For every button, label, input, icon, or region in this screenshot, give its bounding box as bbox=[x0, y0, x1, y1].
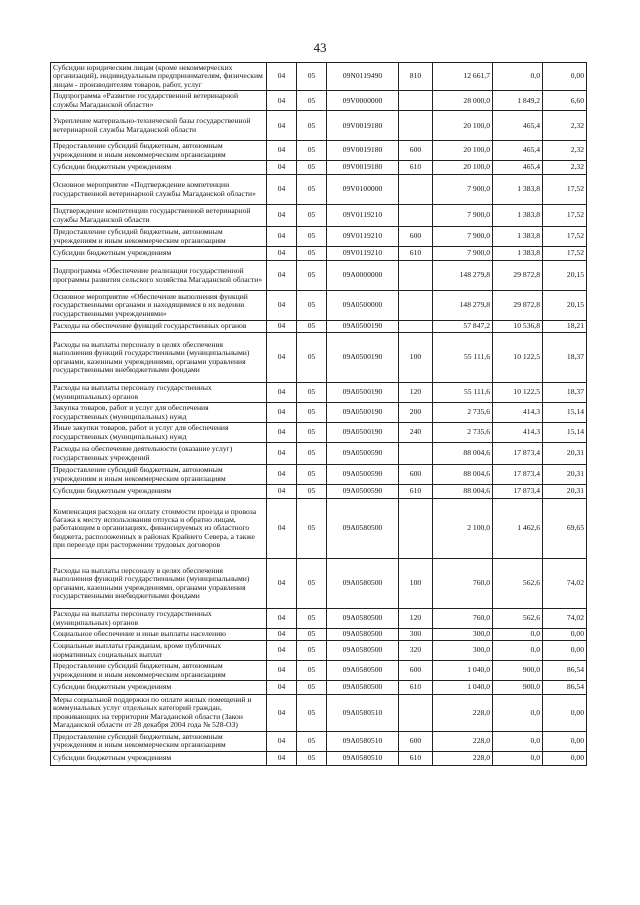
target-article-code: 09A0500590 bbox=[327, 443, 399, 465]
expense-type-code: 240 bbox=[399, 423, 433, 443]
expense-type-code: 300 bbox=[399, 629, 433, 641]
expense-type-code: 610 bbox=[399, 485, 433, 499]
table-row bbox=[51, 559, 587, 609]
planned-amount: 760,0 bbox=[433, 609, 493, 629]
section-code: 04 bbox=[267, 403, 297, 423]
subsection-code: 05 bbox=[297, 485, 327, 499]
target-article-code: 09A0500190 bbox=[327, 321, 399, 333]
table-row bbox=[51, 403, 587, 423]
execution-percent: 6,60 bbox=[543, 91, 587, 111]
row-name: Закупка товаров, работ и услуг для обеспечения государственных (муниципальных) нужд bbox=[51, 403, 267, 423]
executed-amount: 414,3 bbox=[493, 423, 543, 443]
planned-amount: 20 100,0 bbox=[433, 161, 493, 175]
target-article-code: 09A0580510 bbox=[327, 751, 399, 765]
row-name: Субсидии бюджетным учреждениям bbox=[51, 751, 267, 765]
table-row bbox=[51, 695, 587, 732]
section-code: 04 bbox=[267, 499, 297, 559]
execution-percent: 0,00 bbox=[543, 751, 587, 765]
executed-amount: 0,0 bbox=[493, 751, 543, 765]
execution-percent: 17,52 bbox=[543, 175, 587, 205]
section-code: 04 bbox=[267, 141, 297, 161]
expense-type-code: 600 bbox=[399, 465, 433, 485]
section-code: 04 bbox=[267, 423, 297, 443]
planned-amount: 300,0 bbox=[433, 629, 493, 641]
target-article-code: 09A0500190 bbox=[327, 423, 399, 443]
executed-amount: 0,0 bbox=[493, 695, 543, 732]
section-code: 04 bbox=[267, 91, 297, 111]
section-code: 04 bbox=[267, 321, 297, 333]
execution-percent: 20,31 bbox=[543, 485, 587, 499]
target-article-code: 09V0119210 bbox=[327, 247, 399, 261]
execution-percent: 17,52 bbox=[543, 205, 587, 227]
subsection-code: 05 bbox=[297, 111, 327, 141]
executed-amount: 465,4 bbox=[493, 141, 543, 161]
subsection-code: 05 bbox=[297, 383, 327, 403]
expense-type-code: 610 bbox=[399, 751, 433, 765]
section-code: 04 bbox=[267, 227, 297, 247]
target-article-code: 09N0119490 bbox=[327, 63, 399, 91]
planned-amount: 148 279,8 bbox=[433, 261, 493, 291]
table-row bbox=[51, 609, 587, 629]
table-row bbox=[51, 443, 587, 465]
execution-percent: 0,00 bbox=[543, 641, 587, 661]
subsection-code: 05 bbox=[297, 227, 327, 247]
subsection-code: 05 bbox=[297, 465, 327, 485]
planned-amount: 55 111,6 bbox=[433, 333, 493, 383]
target-article-code: 09A0500590 bbox=[327, 485, 399, 499]
expense-type-code: 600 bbox=[399, 731, 433, 751]
table-row bbox=[51, 63, 587, 91]
target-article-code: 09V0019180 bbox=[327, 111, 399, 141]
expense-type-code: 810 bbox=[399, 63, 433, 91]
executed-amount: 1 462,6 bbox=[493, 499, 543, 559]
expense-type-code: 600 bbox=[399, 141, 433, 161]
table-row bbox=[51, 111, 587, 141]
planned-amount: 300,0 bbox=[433, 641, 493, 661]
subsection-code: 05 bbox=[297, 333, 327, 383]
section-code: 04 bbox=[267, 681, 297, 695]
subsection-code: 05 bbox=[297, 731, 327, 751]
subsection-code: 05 bbox=[297, 681, 327, 695]
section-code: 04 bbox=[267, 205, 297, 227]
target-article-code: 09V0019180 bbox=[327, 161, 399, 175]
executed-amount: 900,0 bbox=[493, 661, 543, 681]
execution-percent: 0,00 bbox=[543, 695, 587, 732]
executed-amount: 1 383,8 bbox=[493, 247, 543, 261]
executed-amount: 0,0 bbox=[493, 629, 543, 641]
table-row bbox=[51, 91, 587, 111]
subsection-code: 05 bbox=[297, 609, 327, 629]
executed-amount: 1 383,8 bbox=[493, 175, 543, 205]
section-code: 04 bbox=[267, 63, 297, 91]
target-article-code: 09A0580500 bbox=[327, 629, 399, 641]
planned-amount: 228,0 bbox=[433, 695, 493, 732]
executed-amount: 10 122,5 bbox=[493, 333, 543, 383]
executed-amount: 10 536,8 bbox=[493, 321, 543, 333]
row-name: Социальное обеспечение и иные выплаты населению bbox=[51, 629, 267, 641]
table-row bbox=[51, 751, 587, 765]
expense-type-code: 100 bbox=[399, 333, 433, 383]
planned-amount: 7 900,0 bbox=[433, 205, 493, 227]
executed-amount: 17 873,4 bbox=[493, 443, 543, 465]
execution-percent: 0,00 bbox=[543, 63, 587, 91]
row-name: Субсидии бюджетным учреждениям bbox=[51, 681, 267, 695]
subsection-code: 05 bbox=[297, 695, 327, 732]
expense-type-code: 610 bbox=[399, 681, 433, 695]
execution-percent: 0,00 bbox=[543, 629, 587, 641]
row-name: Подпрограмма «Развитие государственной ветеринарной службы Магаданской области» bbox=[51, 91, 267, 111]
table-row bbox=[51, 141, 587, 161]
section-code: 04 bbox=[267, 695, 297, 732]
target-article-code: 09A0000000 bbox=[327, 261, 399, 291]
expense-type-code bbox=[399, 111, 433, 141]
expense-type-code: 610 bbox=[399, 161, 433, 175]
expense-type-code bbox=[399, 291, 433, 321]
target-article-code: 09A0580510 bbox=[327, 695, 399, 732]
target-article-code: 09V0119210 bbox=[327, 227, 399, 247]
table-row bbox=[51, 261, 587, 291]
row-name: Расходы на выплаты персоналу государственных (муниципальных) органов bbox=[51, 383, 267, 403]
subsection-code: 05 bbox=[297, 403, 327, 423]
expense-type-code: 610 bbox=[399, 247, 433, 261]
section-code: 04 bbox=[267, 609, 297, 629]
executed-amount: 900,0 bbox=[493, 681, 543, 695]
section-code: 04 bbox=[267, 731, 297, 751]
planned-amount: 88 004,6 bbox=[433, 443, 493, 465]
subsection-code: 05 bbox=[297, 291, 327, 321]
section-code: 04 bbox=[267, 247, 297, 261]
target-article-code: 09V0019180 bbox=[327, 141, 399, 161]
table-row bbox=[51, 465, 587, 485]
expense-type-code bbox=[399, 499, 433, 559]
subsection-code: 05 bbox=[297, 91, 327, 111]
section-code: 04 bbox=[267, 559, 297, 609]
section-code: 04 bbox=[267, 465, 297, 485]
expense-type-code bbox=[399, 321, 433, 333]
planned-amount: 57 847,2 bbox=[433, 321, 493, 333]
section-code: 04 bbox=[267, 383, 297, 403]
table-row bbox=[51, 383, 587, 403]
expense-type-code: 200 bbox=[399, 403, 433, 423]
section-code: 04 bbox=[267, 333, 297, 383]
execution-percent: 18,21 bbox=[543, 321, 587, 333]
executed-amount: 1 849,2 bbox=[493, 91, 543, 111]
table-row bbox=[51, 641, 587, 661]
target-article-code: 09A0500590 bbox=[327, 465, 399, 485]
execution-percent: 17,52 bbox=[543, 227, 587, 247]
subsection-code: 05 bbox=[297, 499, 327, 559]
table-row bbox=[51, 161, 587, 175]
subsection-code: 05 bbox=[297, 205, 327, 227]
planned-amount: 7 900,0 bbox=[433, 175, 493, 205]
row-name: Субсидии бюджетным учреждениям bbox=[51, 485, 267, 499]
table-row bbox=[51, 227, 587, 247]
table-row bbox=[51, 247, 587, 261]
table-row bbox=[51, 731, 587, 751]
executed-amount: 562,6 bbox=[493, 559, 543, 609]
row-name: Подтверждение компетенции государственной ветеринарной службы Магаданской области bbox=[51, 205, 267, 227]
planned-amount: 12 661,7 bbox=[433, 63, 493, 91]
table-row bbox=[51, 321, 587, 333]
planned-amount: 28 000,0 bbox=[433, 91, 493, 111]
executed-amount: 0,0 bbox=[493, 641, 543, 661]
planned-amount: 2 735,6 bbox=[433, 423, 493, 443]
execution-percent: 2,32 bbox=[543, 161, 587, 175]
executed-amount: 414,3 bbox=[493, 403, 543, 423]
expense-type-code: 100 bbox=[399, 559, 433, 609]
row-name: Предоставление субсидий бюджетным, автономным учреждениям и иным некоммерческим организациям bbox=[51, 661, 267, 681]
target-article-code: 09V0119210 bbox=[327, 205, 399, 227]
target-article-code: 09A0580500 bbox=[327, 559, 399, 609]
subsection-code: 05 bbox=[297, 661, 327, 681]
table-row bbox=[51, 629, 587, 641]
executed-amount: 0,0 bbox=[493, 63, 543, 91]
row-name: Предоставление субсидий бюджетным, автономным учреждениям и иным некоммерческим организациям bbox=[51, 227, 267, 247]
execution-percent: 86,54 bbox=[543, 681, 587, 695]
row-name: Предоставление субсидий бюджетным, автономным учреждениям и иным некоммерческим организациям bbox=[51, 141, 267, 161]
expense-type-code: 320 bbox=[399, 641, 433, 661]
execution-percent: 15,14 bbox=[543, 423, 587, 443]
subsection-code: 05 bbox=[297, 247, 327, 261]
section-code: 04 bbox=[267, 629, 297, 641]
executed-amount: 17 873,4 bbox=[493, 465, 543, 485]
table-row bbox=[51, 205, 587, 227]
table-row bbox=[51, 681, 587, 695]
expense-type-code bbox=[399, 91, 433, 111]
target-article-code: 09A0580500 bbox=[327, 661, 399, 681]
executed-amount: 1 383,8 bbox=[493, 205, 543, 227]
subsection-code: 05 bbox=[297, 443, 327, 465]
execution-percent: 74,02 bbox=[543, 609, 587, 629]
executed-amount: 465,4 bbox=[493, 161, 543, 175]
section-code: 04 bbox=[267, 443, 297, 465]
table-row bbox=[51, 333, 587, 383]
section-code: 04 bbox=[267, 485, 297, 499]
expense-type-code: 600 bbox=[399, 661, 433, 681]
section-code: 04 bbox=[267, 161, 297, 175]
expense-type-code bbox=[399, 175, 433, 205]
execution-percent: 2,32 bbox=[543, 141, 587, 161]
target-article-code: 09A0500000 bbox=[327, 291, 399, 321]
target-article-code: 09A0500190 bbox=[327, 333, 399, 383]
target-article-code: 09A0580510 bbox=[327, 731, 399, 751]
row-name: Иные закупки товаров, работ и услуг для обеспечения государственных (муниципальных) нужд bbox=[51, 423, 267, 443]
row-name: Подпрограмма «Обеспечение реализации государственной программы развития сельского хозяйства Магаданской области» bbox=[51, 261, 267, 291]
section-code: 04 bbox=[267, 261, 297, 291]
subsection-code: 05 bbox=[297, 751, 327, 765]
execution-percent: 74,02 bbox=[543, 559, 587, 609]
execution-percent: 18,37 bbox=[543, 383, 587, 403]
row-name: Основное мероприятие «Подтверждение компетенции государственной ветеринарной службы Магаданской области» bbox=[51, 175, 267, 205]
section-code: 04 bbox=[267, 291, 297, 321]
section-code: 04 bbox=[267, 641, 297, 661]
expense-type-code bbox=[399, 443, 433, 465]
table-row bbox=[51, 175, 587, 205]
section-code: 04 bbox=[267, 111, 297, 141]
planned-amount: 1 040,0 bbox=[433, 681, 493, 695]
planned-amount: 55 111,6 bbox=[433, 383, 493, 403]
row-name: Расходы на выплаты персоналу в целях обеспечения выполнения функций государственными (муниципальными) органами, казенными учреждениями, органами управления государственными внебюджетными фондами bbox=[51, 333, 267, 383]
planned-amount: 88 004,6 bbox=[433, 465, 493, 485]
expense-type-code: 120 bbox=[399, 383, 433, 403]
executed-amount: 1 383,8 bbox=[493, 227, 543, 247]
row-name: Расходы на обеспечение функций государственных органов bbox=[51, 321, 267, 333]
table-row bbox=[51, 485, 587, 499]
subsection-code: 05 bbox=[297, 63, 327, 91]
planned-amount: 7 900,0 bbox=[433, 227, 493, 247]
planned-amount: 88 004,6 bbox=[433, 485, 493, 499]
expense-type-code: 120 bbox=[399, 609, 433, 629]
planned-amount: 20 100,0 bbox=[433, 111, 493, 141]
target-article-code: 09V0100000 bbox=[327, 175, 399, 205]
target-article-code: 09A0580500 bbox=[327, 641, 399, 661]
execution-percent: 0,00 bbox=[543, 731, 587, 751]
executed-amount: 17 873,4 bbox=[493, 485, 543, 499]
execution-percent: 69,65 bbox=[543, 499, 587, 559]
execution-percent: 17,52 bbox=[543, 247, 587, 261]
page-number: 43 bbox=[313, 40, 327, 55]
row-name: Укрепление материально-технической базы государственной ветеринарной службы Магаданской области bbox=[51, 111, 267, 141]
section-code: 04 bbox=[267, 661, 297, 681]
section-code: 04 bbox=[267, 751, 297, 765]
planned-amount: 20 100,0 bbox=[433, 141, 493, 161]
execution-percent: 2,32 bbox=[543, 111, 587, 141]
target-article-code: 09A0500190 bbox=[327, 383, 399, 403]
row-name: Субсидии бюджетным учреждениям bbox=[51, 161, 267, 175]
execution-percent: 18,37 bbox=[543, 333, 587, 383]
row-name: Компенсация расходов на оплату стоимости проезда и провоза багажа к месту использования отпуска и обратно лицам, работающим в организациях, финансируемых из областного бюджета, расположенных в районах Крайнего Севера, а также при переезде при расторжении трудовых договоров bbox=[51, 499, 267, 559]
execution-percent: 20,15 bbox=[543, 261, 587, 291]
expense-type-code bbox=[399, 261, 433, 291]
subsection-code: 05 bbox=[297, 641, 327, 661]
subsection-code: 05 bbox=[297, 423, 327, 443]
execution-percent: 15,14 bbox=[543, 403, 587, 423]
table-row bbox=[51, 499, 587, 559]
section-code: 04 bbox=[267, 175, 297, 205]
row-name: Предоставление субсидий бюджетным, автономным учреждениям и иным некоммерческим организациям bbox=[51, 731, 267, 751]
executed-amount: 465,4 bbox=[493, 111, 543, 141]
expense-type-code bbox=[399, 205, 433, 227]
executed-amount: 10 122,5 bbox=[493, 383, 543, 403]
table-row bbox=[51, 291, 587, 321]
row-name: Субсидии юридическим лицам (кроме некоммерческих организаций), индивидуальным предпринимателям, физическим лицам - производителям товаров, работ, услуг bbox=[51, 63, 267, 91]
target-article-code: 09A0580500 bbox=[327, 609, 399, 629]
subsection-code: 05 bbox=[297, 559, 327, 609]
planned-amount: 228,0 bbox=[433, 731, 493, 751]
target-article-code: 09V0000000 bbox=[327, 91, 399, 111]
executed-amount: 0,0 bbox=[493, 731, 543, 751]
row-name: Субсидии бюджетным учреждениям bbox=[51, 247, 267, 261]
execution-percent: 20,31 bbox=[543, 443, 587, 465]
planned-amount: 148 279,8 bbox=[433, 291, 493, 321]
planned-amount: 1 040,0 bbox=[433, 661, 493, 681]
table-row bbox=[51, 423, 587, 443]
row-name: Расходы на выплаты персоналу в целях обеспечения выполнения функций государственными (муниципальными) органами, казенными учреждениями, органами управления государственными внебюджетными фондами bbox=[51, 559, 267, 609]
expense-type-code bbox=[399, 695, 433, 732]
budget-execution-table bbox=[50, 62, 587, 766]
row-name: Расходы на выплаты персоналу государственных (муниципальных) органов bbox=[51, 609, 267, 629]
execution-percent: 20,31 bbox=[543, 465, 587, 485]
planned-amount: 2 100,0 bbox=[433, 499, 493, 559]
target-article-code: 09A0580500 bbox=[327, 681, 399, 695]
planned-amount: 2 735,6 bbox=[433, 403, 493, 423]
execution-percent: 20,15 bbox=[543, 291, 587, 321]
executed-amount: 29 872,8 bbox=[493, 261, 543, 291]
subsection-code: 05 bbox=[297, 261, 327, 291]
target-article-code: 09A0580500 bbox=[327, 499, 399, 559]
row-name: Расходы на обеспечение деятельности (оказание услуг) государственных учреждений bbox=[51, 443, 267, 465]
expense-type-code: 600 bbox=[399, 227, 433, 247]
subsection-code: 05 bbox=[297, 175, 327, 205]
row-name: Основное мероприятие «Обеспечение выполнения функций государственными органами и находящимися в их ведении государственными учреждениями» bbox=[51, 291, 267, 321]
subsection-code: 05 bbox=[297, 629, 327, 641]
target-article-code: 09A0500190 bbox=[327, 403, 399, 423]
subsection-code: 05 bbox=[297, 141, 327, 161]
row-name: Предоставление субсидий бюджетным, автономным учреждениям и иным некоммерческим организациям bbox=[51, 465, 267, 485]
planned-amount: 760,0 bbox=[433, 559, 493, 609]
subsection-code: 05 bbox=[297, 321, 327, 333]
row-name: Меры социальной поддержки по оплате жилых помещений и коммунальных услуг отдельных категорий граждан, проживающих на территории Магаданской области (Закон Магаданской области от 28 декабря 2004 года № 528-ОЗ) bbox=[51, 695, 267, 732]
planned-amount: 228,0 bbox=[433, 751, 493, 765]
execution-percent: 86,54 bbox=[543, 661, 587, 681]
subsection-code: 05 bbox=[297, 161, 327, 175]
executed-amount: 562,6 bbox=[493, 609, 543, 629]
row-name: Социальные выплаты гражданам, кроме публичных нормативных социальных выплат bbox=[51, 641, 267, 661]
planned-amount: 7 900,0 bbox=[433, 247, 493, 261]
table-row bbox=[51, 661, 587, 681]
executed-amount: 29 872,8 bbox=[493, 291, 543, 321]
